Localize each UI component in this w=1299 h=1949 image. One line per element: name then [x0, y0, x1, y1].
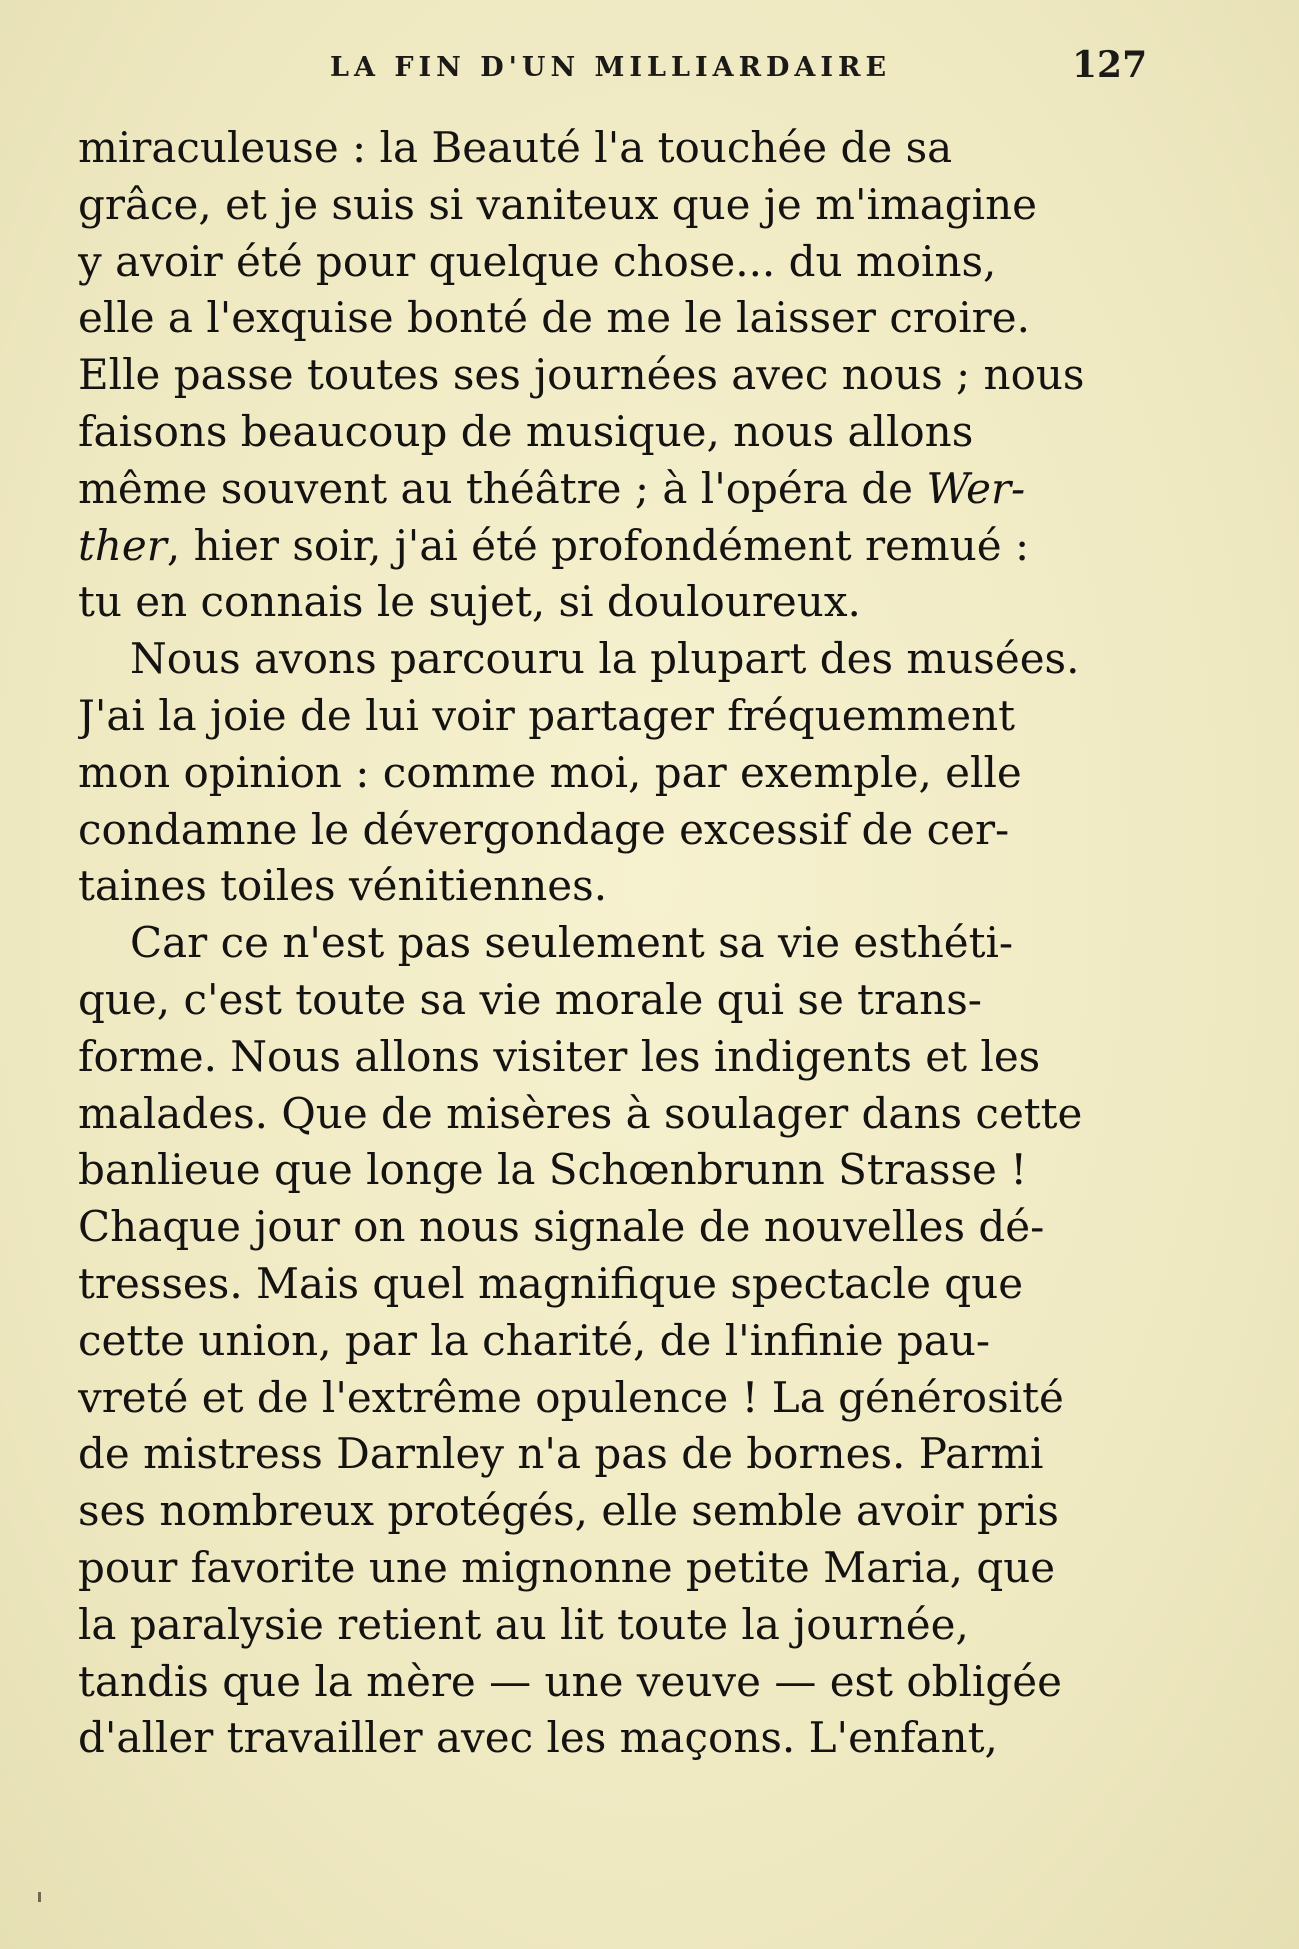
text-line: tandis que la mère — une veuve — est obligée [78, 1656, 1062, 1706]
paragraph-start: Nous avons parcouru la plupart des musées. [130, 634, 1080, 684]
italic-title: ther [78, 520, 167, 570]
text-line: pour favorite une mignonne petite Maria, que [78, 1542, 1056, 1592]
text-line [78, 461, 1150, 518]
text-line: malades. Que de misères à soulager dans cette [78, 1088, 1083, 1138]
text-line: ses nombreux protégés, elle semble avoir pris [78, 1486, 1059, 1536]
text-line: miraculeuse : la Beauté l'a touchée de sa [78, 123, 953, 172]
text-line: taines toiles vénitiennes. [78, 861, 608, 911]
paper-speck [38, 1892, 41, 1902]
text-span: même souvent au théâtre ; à l'opéra de [78, 463, 927, 513]
paragraph-start: Car ce n'est pas seulement sa vie esthéti- [130, 918, 1014, 968]
text-line: tu en connais le sujet, si douloureux. [78, 577, 861, 627]
text-line: banlieue que longe la Schœnbrunn Strasse ! [78, 1145, 1028, 1195]
text-line: cette union, par la charité, de l'infinie pau- [78, 1315, 991, 1365]
text-line [78, 518, 1150, 575]
text-line: condamne le dévergondage excessif de cer- [78, 804, 1010, 854]
text-line: y avoir été pour quelque chose... du moins, [78, 236, 997, 286]
body-text [78, 120, 1150, 1767]
text-line: mon opinion : comme moi, par exemple, elle [78, 747, 1022, 797]
text-line: grâce, et je suis si vaniteux que je m'imagine [78, 179, 1038, 229]
text-line: d'aller travailler avec les maçons. L'enfant, [78, 1713, 998, 1763]
text-line: que, c'est toute sa vie morale qui se trans- [78, 974, 982, 1024]
text-line: de mistress Darnley n'a pas de bornes. Parmi [78, 1429, 1044, 1479]
page-number: 127 [1072, 44, 1148, 86]
text-line: tresses. Mais quel magnifique spectacle que [78, 1258, 1024, 1308]
text-line: elle a l'exquise bonté de me le laisser croire. [78, 293, 1030, 343]
italic-title: Wer- [926, 463, 1026, 513]
text-line: Elle passe toutes ses journées avec nous ; nous [78, 350, 1085, 400]
text-line: Chaque jour on nous signale de nouvelles dé- [78, 1202, 1045, 1252]
text-line: faisons beaucoup de musique, nous allons [78, 406, 974, 456]
text-line: forme. Nous allons visiter les indigents et les [78, 1031, 1041, 1081]
text-span: , hier soir, j'ai été profondément remué : [166, 520, 1030, 570]
text-line: la paralysie retient au lit toute la journée, [78, 1599, 969, 1649]
running-head: LA FIN D'UN MILLIARDAIRE [330, 52, 892, 83]
text-line: J'ai la joie de lui voir partager fréquemment [78, 690, 1016, 740]
text-line: vreté et de l'extrême opulence ! La générosité [78, 1372, 1064, 1422]
